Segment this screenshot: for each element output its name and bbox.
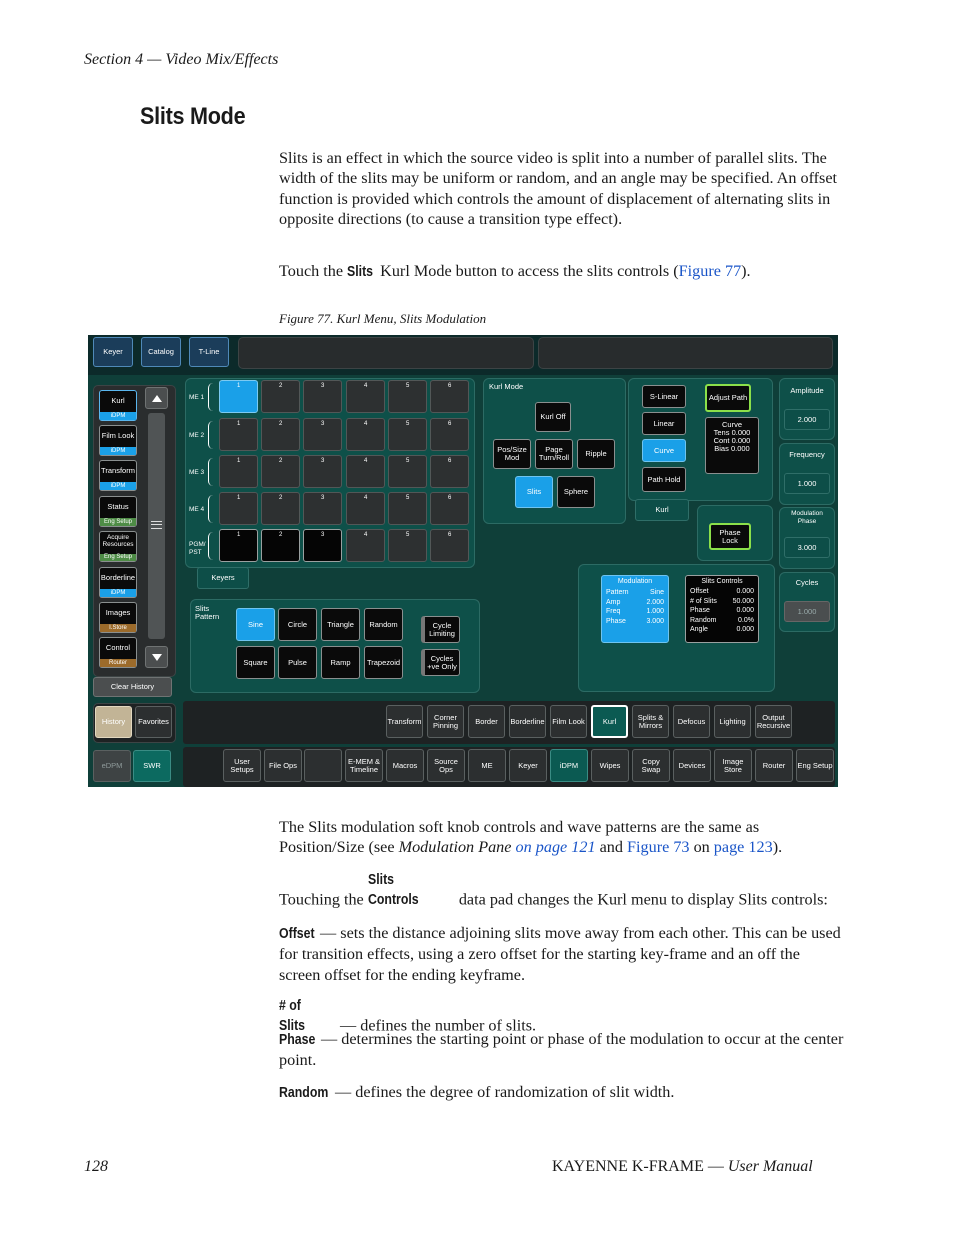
frequency-value: 1.000: [784, 473, 830, 494]
amplitude-label: Amplitude: [790, 386, 824, 395]
sphere-button[interactable]: Sphere: [557, 476, 595, 508]
me-cell[interactable]: [388, 529, 427, 562]
me-cell-number: 6: [448, 495, 452, 501]
me-cell[interactable]: [219, 380, 258, 413]
page-123-link[interactable]: page 123: [713, 838, 773, 857]
cycles-ve-only-button[interactable]: Cycles +ve Only: [421, 649, 460, 676]
me-cell[interactable]: [346, 529, 385, 562]
me-row-bracket: [208, 458, 213, 486]
curve-values-pad[interactable]: Curve Tens 0.000 Cont 0.000 Bias 0.000: [705, 417, 759, 474]
page-121-link[interactable]: on page 121: [515, 838, 596, 857]
slits-controls-data-pad[interactable]: Slits Controls Offset # of Slits Phase Random Angle 0.000 50.000 0.000 0.0% 0.000: [685, 575, 759, 643]
top-field-2: [538, 337, 833, 369]
me-cell[interactable]: [388, 455, 427, 488]
me-cell[interactable]: [346, 380, 385, 413]
triangle-button[interactable]: Triangle: [321, 608, 360, 641]
me-cell-number: 2: [279, 532, 283, 538]
me-cell-number: 2: [279, 495, 283, 501]
me-cell[interactable]: [388, 380, 427, 413]
section-header: Section 4 — Video Mix/Effects: [84, 51, 279, 68]
me-cell-number: 3: [321, 532, 325, 538]
me-cell-number: 4: [364, 458, 368, 464]
me-cell-number: 5: [406, 458, 410, 464]
sidebar-item-images[interactable]: Images I.Store: [99, 602, 137, 633]
frequency-label: Frequency: [789, 450, 825, 459]
menu-item[interactable]: Border: [468, 705, 505, 738]
random-definition: Random — defines the degree of randomization of slit width.: [279, 1083, 675, 1101]
me-cell[interactable]: [303, 455, 342, 488]
chevron-down-icon: [152, 654, 162, 661]
cycles-label: Cycles: [795, 578, 819, 587]
figure-77-link[interactable]: Figure 77: [678, 262, 742, 280]
swr-button[interactable]: SWR: [133, 750, 171, 782]
circle-button[interactable]: Circle: [278, 608, 317, 641]
me-row-bracket: [208, 421, 213, 449]
me-cell-number: 4: [364, 495, 368, 501]
me-cell-number: 1: [237, 383, 241, 389]
path-hold-button[interactable]: Path Hold: [642, 467, 686, 492]
me-cell[interactable]: [303, 492, 342, 525]
me-cell[interactable]: [303, 418, 342, 451]
tab-t-line[interactable]: T-Line: [189, 337, 229, 367]
pulse-button[interactable]: Pulse: [278, 646, 317, 679]
edpm-button[interactable]: eDPM: [93, 750, 131, 782]
menu-item[interactable]: Borderline: [509, 705, 546, 738]
slits-key-term: Slits: [347, 264, 374, 280]
me-cell[interactable]: [303, 529, 342, 562]
modulation-phase-value: 3.000: [784, 537, 830, 558]
me-row-bracket: [208, 383, 213, 411]
me-cell[interactable]: [261, 418, 300, 451]
me-row-label: ME 2: [189, 432, 205, 439]
menu-item[interactable]: Corner Pinning: [427, 705, 464, 738]
tab-keyer[interactable]: Keyer: [93, 337, 133, 367]
menu-item[interactable]: Film Look: [550, 705, 587, 738]
intro-paragraph-2: Touch the Slits Kurl Mode button to access the slits controls (Figure 77).: [279, 261, 844, 282]
menu-item[interactable]: [304, 749, 342, 782]
me-cell[interactable]: [261, 380, 300, 413]
sidebar-item-transform[interactable]: Transform iDPM: [99, 460, 137, 491]
me-cell-number: 4: [364, 532, 368, 538]
me-cell-number: 1: [237, 532, 241, 538]
me-cell-number: 4: [364, 421, 368, 427]
me-cell-number: 6: [448, 532, 452, 538]
menu-item[interactable]: Devices: [673, 749, 711, 782]
me-cell[interactable]: [219, 455, 258, 488]
me-cell-number: 4: [364, 383, 368, 389]
menu-item[interactable]: Lighting: [714, 705, 751, 738]
me-row-label: ME 1: [189, 394, 205, 401]
cycles-value: 1.000: [784, 601, 830, 622]
sidebar-item-control[interactable]: Control Router: [99, 637, 137, 668]
kurl-tab[interactable]: Kurl: [635, 499, 689, 521]
pos-size-mod-button[interactable]: Pos/Size Mod: [493, 439, 531, 469]
me-cell-number: 1: [237, 421, 241, 427]
menu-item[interactable]: ME: [468, 749, 506, 782]
sidebar-item-film-look[interactable]: Film Look iDPM: [99, 425, 137, 456]
menu-item[interactable]: Copy Swap: [632, 749, 670, 782]
cycle-limiting-button[interactable]: Cycle Limiting: [421, 616, 460, 643]
me-row-bracket: [208, 532, 213, 560]
me-cell[interactable]: [346, 418, 385, 451]
me-cell-number: 2: [279, 458, 283, 464]
figure-73-link[interactable]: Figure 73: [627, 838, 690, 857]
me-cell-number: 3: [321, 383, 325, 389]
modulation-phase-label: Modulation Phase: [791, 510, 823, 525]
menu-item[interactable]: Transform: [386, 705, 423, 738]
menu-item[interactable]: Source Ops: [427, 749, 465, 782]
after-paragraph-2: Touching the Slits Controls data pad changes the Kurl menu to display Slits controls:: [279, 870, 844, 911]
menu-item[interactable]: Kurl: [591, 705, 628, 738]
me-cell-number: 6: [448, 458, 452, 464]
me-cell-number: 1: [237, 458, 241, 464]
me-cell[interactable]: [388, 418, 427, 451]
scroll-up-button[interactable]: [145, 387, 168, 409]
scroll-down-button[interactable]: [145, 646, 168, 668]
me-cell[interactable]: [346, 455, 385, 488]
me-cell[interactable]: [430, 418, 469, 451]
me-cell-number: 3: [321, 421, 325, 427]
me-cell[interactable]: [261, 492, 300, 525]
me-cell-number: 5: [406, 532, 410, 538]
slits-count-definition: # of Slits — defines the number of slits.: [279, 998, 537, 1035]
me-cell[interactable]: [303, 380, 342, 413]
tab-catalog[interactable]: Catalog: [141, 337, 181, 367]
me-cell[interactable]: [219, 418, 258, 451]
amplitude-value: 2.000: [784, 409, 830, 430]
me-cell-number: 6: [448, 421, 452, 427]
me-cell[interactable]: [388, 492, 427, 525]
me-cell-number: 5: [406, 421, 410, 427]
trapezoid-button[interactable]: Trapezoid: [364, 646, 403, 679]
curve-button[interactable]: Curve: [642, 439, 686, 462]
menu-item[interactable]: File Ops: [264, 749, 302, 782]
me-cell-number: 1: [237, 495, 241, 501]
scroll-grip-icon[interactable]: [151, 521, 162, 529]
sidebar-item-status[interactable]: Status Eng Setup: [99, 496, 137, 527]
menu-item[interactable]: Router: [755, 749, 793, 782]
menu-item[interactable]: Keyer: [509, 749, 547, 782]
kurl-menu-screenshot: [88, 335, 838, 787]
history-button[interactable]: History: [95, 706, 132, 738]
me-cell-number: 6: [448, 383, 452, 389]
menu-item[interactable]: E-MEM & Timeline: [345, 749, 383, 782]
me-cell-number: 3: [321, 495, 325, 501]
page-number: 128: [84, 1158, 108, 1175]
ramp-button[interactable]: Ramp: [321, 646, 360, 679]
sidebar-item-kurl[interactable]: Kurl iDPM: [99, 390, 137, 421]
me-cell-number: 2: [279, 383, 283, 389]
me-cell[interactable]: [430, 492, 469, 525]
favorites-button[interactable]: Favorites: [135, 706, 172, 738]
me-row-bracket: [208, 495, 213, 523]
square-button[interactable]: Square: [236, 646, 275, 679]
manual-title: KAYENNE K-FRAME — User Manual: [552, 1158, 813, 1175]
modulation-data-pad[interactable]: Modulation Pattern Amp Freq Phase Sine 2.000 1.000 3.000: [601, 575, 669, 643]
me-row-label: ME 3: [189, 469, 205, 476]
slits-button[interactable]: Slits: [515, 476, 553, 508]
chevron-up-icon: [152, 395, 162, 402]
me-row-label: PGM/ PST: [189, 541, 206, 556]
me-cell[interactable]: [346, 492, 385, 525]
intro-paragraph: Slits is an effect in which the source video is split into a number of parallel slits. The width of the slits may be uniform or random, and an angle may be specified. An offset function is provided which controls the amount of displacement of alternating slits in opposite directions (to cause a transition type effect).: [279, 149, 838, 228]
me-cell[interactable]: [430, 529, 469, 562]
sidebar-item-acquire-resources[interactable]: Acquire Resources Eng Setup: [99, 531, 137, 562]
s-linear-button[interactable]: S-Linear: [642, 385, 686, 408]
random-button[interactable]: Random: [364, 608, 403, 641]
clear-history-button[interactable]: Clear History: [93, 677, 172, 697]
page-turn-roll-button[interactable]: Page Turn/Roll: [535, 439, 573, 469]
after-paragraph-1: The Slits modulation soft knob controls and wave patterns are the same as Position/Size (see Modulation Pane on page 121 and Figure 73 on page 123).: [279, 818, 783, 857]
menu-item[interactable]: Wipes: [591, 749, 629, 782]
menu-item[interactable]: Macros: [386, 749, 424, 782]
phase-lock-button[interactable]: Phase Lock: [709, 523, 751, 550]
me-cell-number: 5: [406, 495, 410, 501]
menu-item[interactable]: Image Store: [714, 749, 752, 782]
ripple-button[interactable]: Ripple: [577, 439, 615, 469]
menu-item[interactable]: iDPM: [550, 749, 588, 782]
me-cell[interactable]: [219, 492, 258, 525]
me-cell[interactable]: [261, 529, 300, 562]
me-cell-number: 5: [406, 383, 410, 389]
menu-item[interactable]: Defocus: [673, 705, 710, 738]
me-cell[interactable]: [219, 529, 258, 562]
offset-definition: Offset — sets the distance adjoining slits move away from each other. This can be used for transition effects, using a zero offset for the starting key-frame and an off the screen offset for the ending keyframe.: [279, 924, 841, 984]
menu-item[interactable]: User Setups: [223, 749, 261, 782]
figure-caption: Figure 77. Kurl Menu, Slits Modulation: [279, 311, 487, 326]
menu-item[interactable]: Eng Setup: [796, 749, 834, 782]
kurl-off-button[interactable]: Kurl Off: [535, 402, 571, 432]
phase-definition: Phase — determines the starting point or phase of the modulation to occur at the center point.: [279, 1030, 844, 1070]
sine-button[interactable]: Sine: [236, 608, 275, 641]
kurl-mode-label: Kurl Mode: [489, 382, 524, 391]
top-field-1: [238, 337, 534, 369]
me-cell-number: 2: [279, 421, 283, 427]
me-cell[interactable]: [261, 455, 300, 488]
sidebar-item-borderline[interactable]: Borderline iDPM: [99, 567, 137, 598]
linear-button[interactable]: Linear: [642, 412, 686, 435]
page-title: Slits Mode: [140, 103, 246, 130]
me-cell-number: 3: [321, 458, 325, 464]
slits-pattern-label: Slits Pattern: [195, 604, 220, 621]
menu-item[interactable]: Splits & Mirrors: [632, 705, 669, 738]
me-cell[interactable]: [430, 380, 469, 413]
keyers-tab[interactable]: Keyers: [197, 567, 249, 589]
slits-controls-key-term: Slits Controls: [367, 872, 419, 909]
menu-item[interactable]: Output Recursive: [755, 705, 792, 738]
me-cell[interactable]: [430, 455, 469, 488]
me-row-label: ME 4: [189, 506, 205, 513]
adjust-path-button[interactable]: Adjust Path: [705, 384, 751, 412]
